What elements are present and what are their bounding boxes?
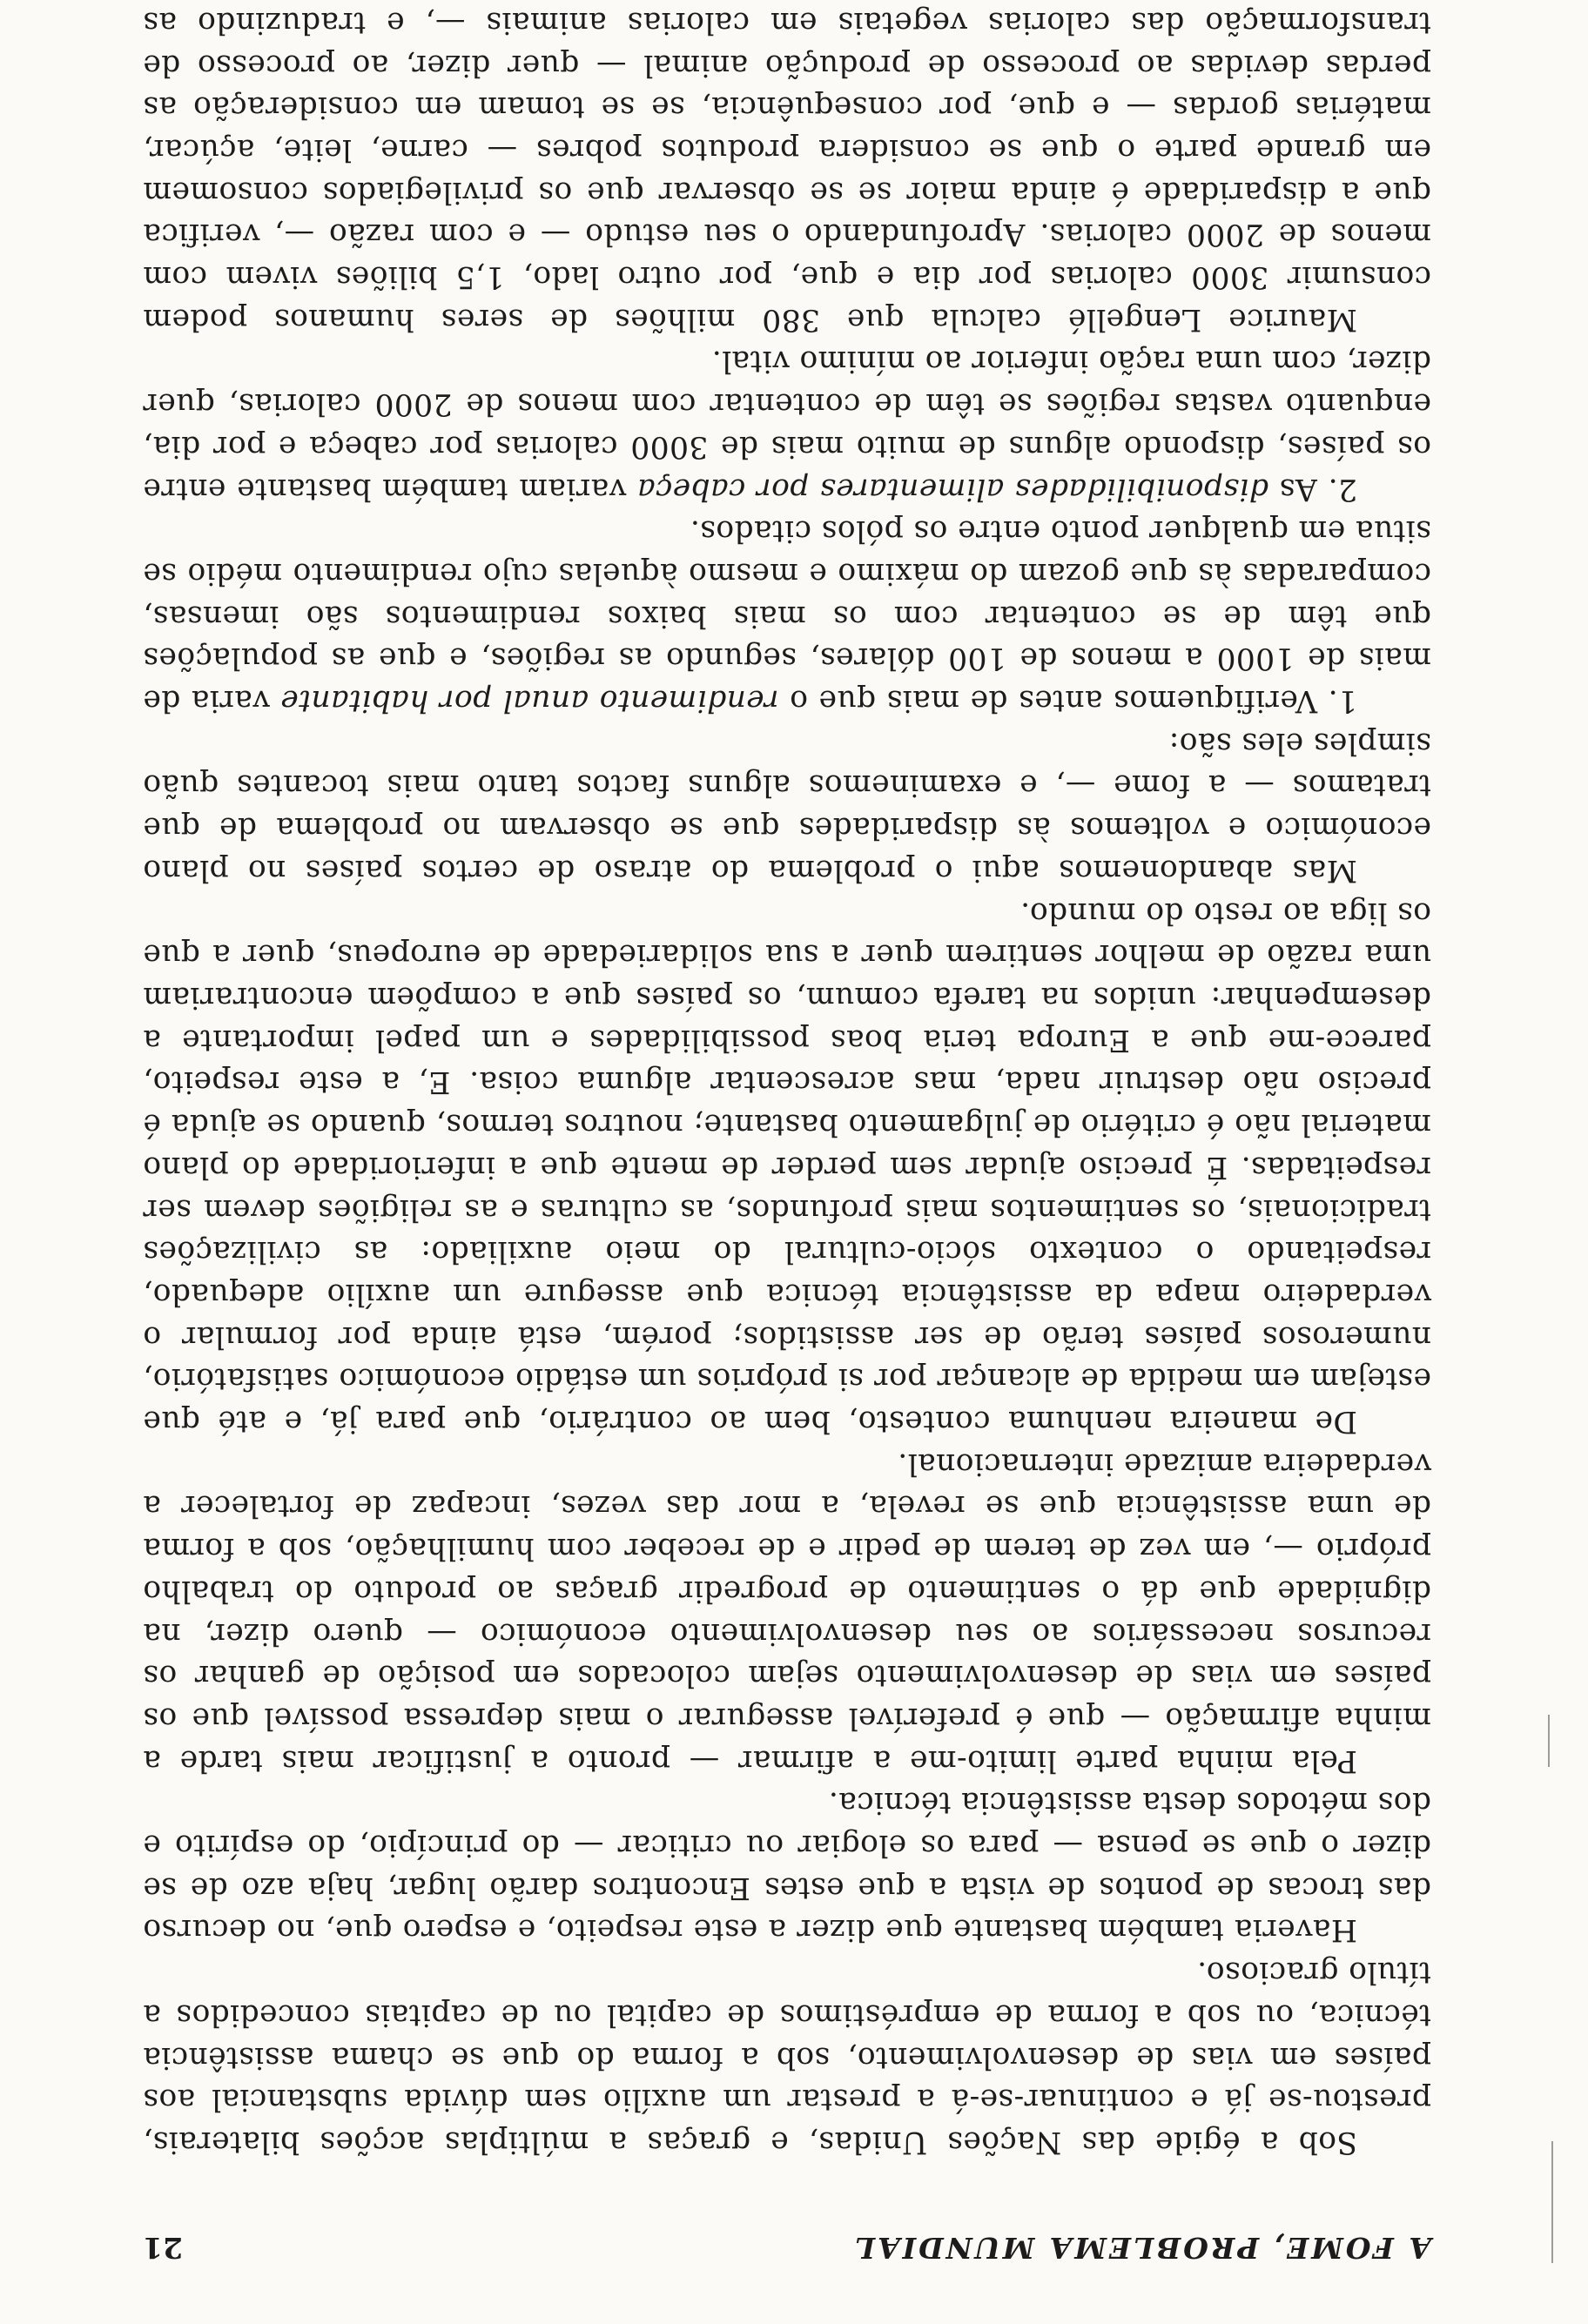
margin-mark bbox=[1551, 2141, 1553, 2263]
running-header bbox=[143, 2213, 1431, 2265]
paragraph-technical-assistance: Haveria também bastante que dizer a este respeito, e espero que, no decurso das trocas de pontos de vista a que estes Encontros darão lugar, haja azo de se dizer o que se pensa — para os elogiar ou criticar — do princípio, do espírito e dos métodos desta assistência técnica. bbox=[143, 1785, 1431, 1948]
paragraph-lengelle: Maurice Lengellé calcula que 380 milhões de seres humanos podem consumir 3000 calorias por dia e que, por outro lado, 1,5 biliões vivem com menos de 2000 calorias. Aprofundando o seu estudo — e com razão —, verifica que a disparidade é ainda maior se se observar que os privilegiados consomem em grande parte o que se considera produtos pobres — carne, leite, açúcar, matérias gordas — e que, por consequência, se se tomam em consideração as perdas devidas ao processo de produção animal — quer dizer, ao processo de transformação das calorias vegetais em calorias animais —, e traduzindo as bbox=[143, 4, 1431, 337]
paragraph-text: 2. As bbox=[1268, 471, 1357, 507]
paragraph-assistance-map: De maneira nenhuma contesto, bem ao contrário, que para já, e até que estejam em medida de alcançar por si próprios um estádio económico satisfatório, numerosos países terão de ser assistidos; porém, está ainda por formular o verdadeiro mapa da assistência técnica que assegure um auxílio adequado, respeitando o contexto sócio-cultural do meio auxiliado: as civilizações tradicionais, os sentimentos mais profundos, as culturas e as religiões devem ser respeitadas. É preciso ajudar sem perder de mente que a inferioridade do plano material não é critério de julgamento bastante; noutros termos, quando se ajuda é preciso não destruir nada, mas acrescentar alguma coisa. E, a este respeito, parece-me que a Europa teria boas possibilidades e um papel importante a desempenhar: unidos na tarefa comum, os países que a compõem encontrariam uma razão de melhor sentirem quer a sua solidariedade de europeus, quer a que os liga ao resto do mundo. bbox=[143, 895, 1431, 1440]
paragraph-food-availability bbox=[143, 340, 1431, 510]
body-text bbox=[143, 0, 1431, 2163]
running-title: A FOME, PROBLEMA MUNDIAL bbox=[851, 2231, 1431, 2265]
paragraph-text: varia de mais de 1000 a menos de 100 dólares, segundo as regiões, e que as populações que têm de se contentar com os mais baixos rendimentos são imensas, comparadas às que gozam do máximo e mesmo àquelas cujo rendimento médio se situa em qualquer ponto entre os pólos citados. bbox=[143, 514, 1431, 719]
margin-mark bbox=[1548, 1715, 1550, 1767]
paragraph-aid: Sob a égide das Nações Unidas, e graças a múltiplas acções bilaterais, prestou-se já e continuar-se-á a prestar um auxílio sem dúvida substancial aos países em vias de desenvolvimento, sob a forma do que se chama assistência técnica, ou sob a forma de empréstimos de capital ou de capitais concedidos a título gracioso. bbox=[143, 1955, 1431, 2159]
paragraph-disparities: Mas abandonemos aqui o problema do atraso de certos países no plano económico e voltemos às disparidades que se observam no problema de que tratamos — a fome —, e examinemos alguns factos tanto mais tocantes quão simples eles são: bbox=[143, 725, 1431, 888]
paragraph-text: 1. Verifiquemos antes de mais que o bbox=[778, 683, 1357, 719]
paragraph-affirmation: Pela minha parte limito-me a afirmar — pronto a justificar mais tarde a minha afirmação — que é preferível assegurar o mais depressa possível que os países em vias de desenvolvimento sejam colocados em posição de ganhar os recursos necessários ao seu desenvolvimento económico — quero dizer, na dignidade que dá o sentimento de progredir graças ao produto do trabalho próprio —, em vez de terem de pedir e de receber com humilhação, sob a forma de uma assistência que se revela, a mor das vezes, incapaz de fortalecer a verdadeira amizade internacional. bbox=[143, 1446, 1431, 1778]
emphasis-text: disponibilidades alimentares por cabeça bbox=[636, 471, 1268, 507]
emphasis-text: rendimento anual por habitante bbox=[279, 683, 779, 719]
paragraph-text: variam também bastante entre os países, dispondo alguns de muito mais de 3000 calorias por cabeça e por dia, enquanto vastas regiões se têm de contentar com menos de 2000 calorias, quer dizer, com uma ração inferior ao mínimo vital. bbox=[143, 344, 1431, 507]
paragraph-annual-income bbox=[143, 510, 1431, 722]
page-number: 21 bbox=[143, 2231, 183, 2265]
